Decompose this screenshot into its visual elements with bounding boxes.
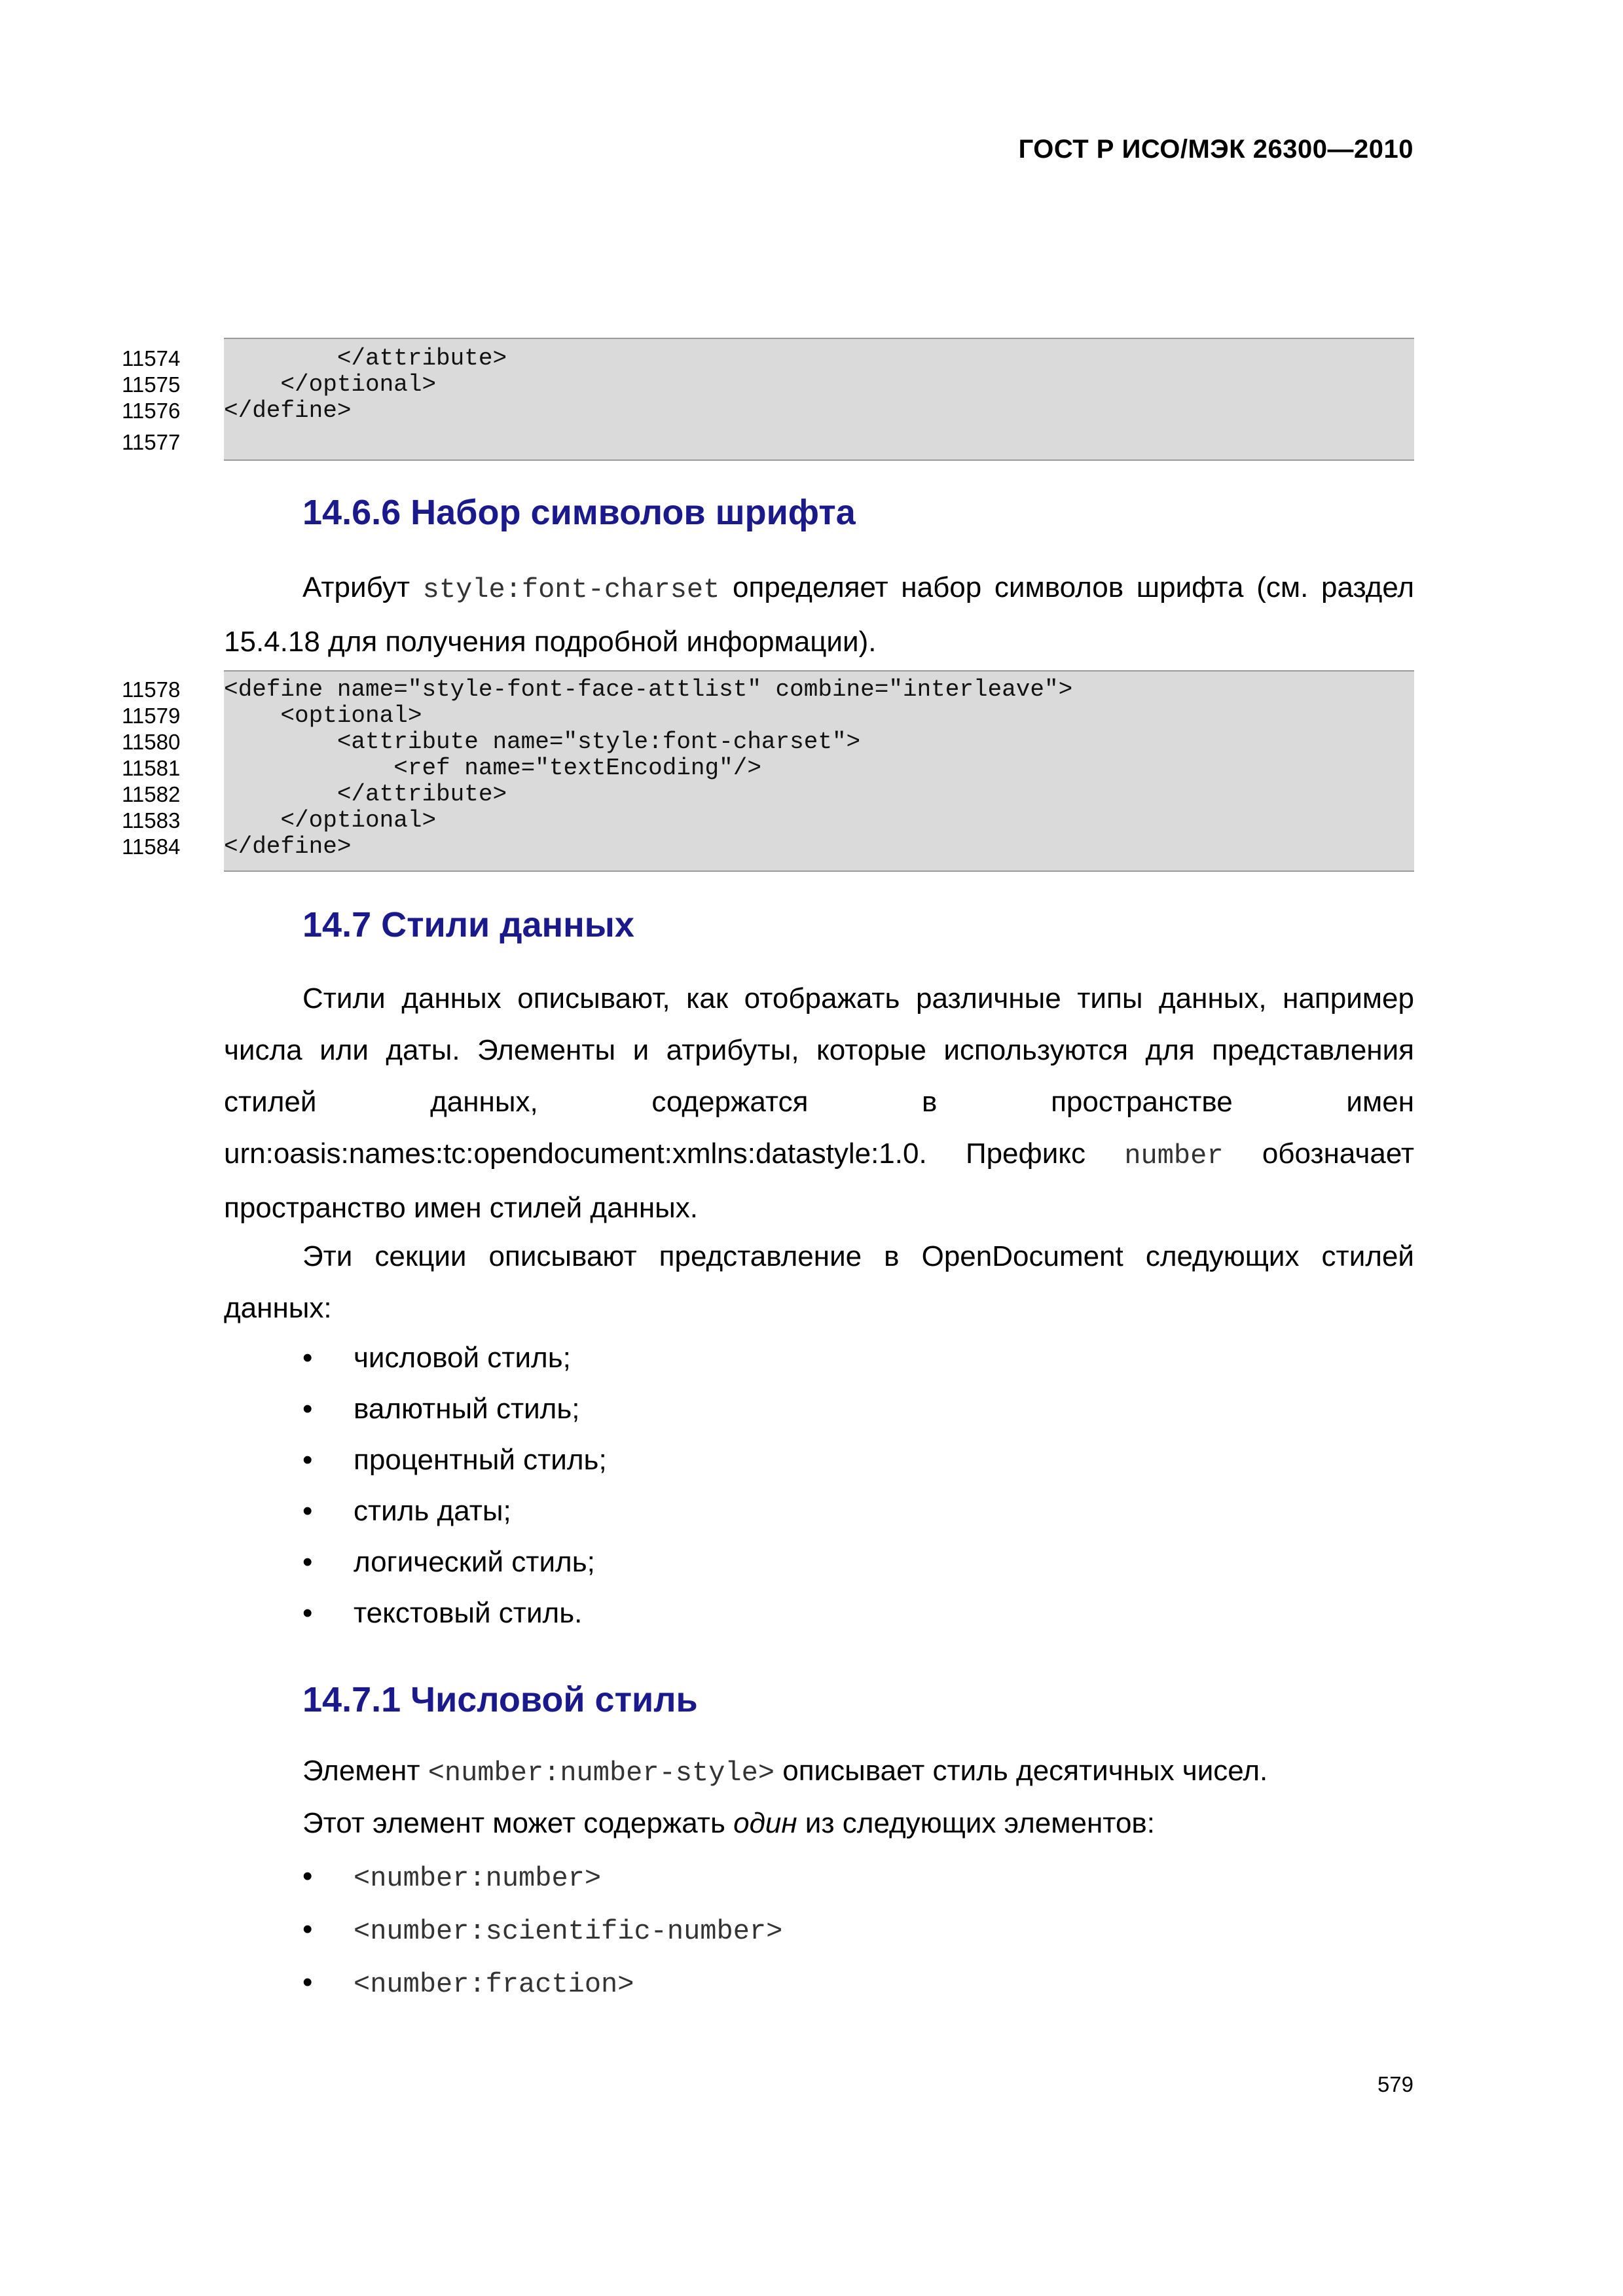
bullet-list bbox=[224, 1333, 1414, 1639]
paragraph: Атрибут style:font-charset определяет набор символов шрифта (см. раздел 15.4.18 для получения подробной информации). bbox=[224, 571, 1415, 658]
line-number: 11584 bbox=[122, 834, 181, 859]
line-number: 11581 bbox=[122, 756, 181, 780]
line-number: 11579 bbox=[122, 704, 181, 728]
code-line: <attribute name="style:font-charset"> bbox=[224, 728, 861, 755]
code-line: </optional> bbox=[224, 371, 437, 398]
list-item: • <number:scientific-number> bbox=[302, 1913, 783, 1947]
list-item: • валютный стиль; bbox=[302, 1393, 580, 1425]
list-item: • <number:fraction> bbox=[302, 1966, 634, 2000]
code-block-1 bbox=[224, 338, 1414, 461]
section-heading-14-7-1: 14.7.1 Числовой стиль bbox=[302, 1680, 698, 1719]
code-block-2 bbox=[224, 670, 1414, 872]
code-line: </define> bbox=[224, 397, 352, 424]
code-line: </define> bbox=[224, 833, 352, 860]
page-number: 579 bbox=[1377, 2072, 1413, 2096]
inline-code: <number:number-style> bbox=[428, 1757, 775, 1789]
line-number: 11582 bbox=[122, 782, 181, 806]
list-item: • текстовый стиль. bbox=[302, 1597, 583, 1629]
line-number: 11580 bbox=[122, 730, 181, 754]
list-item: • стиль даты; bbox=[302, 1495, 511, 1527]
code-line: </attribute> bbox=[224, 345, 507, 372]
line-number: 11576 bbox=[122, 399, 181, 423]
code-line: <ref name="textEncoding"/> bbox=[224, 755, 761, 781]
line-number: 11583 bbox=[122, 808, 181, 833]
list-item: • числовой стиль; bbox=[302, 1342, 571, 1374]
code-line: </attribute> bbox=[224, 781, 507, 808]
paragraph: Эти секции описывают представление в OpenDocument следующих стилей данных: bbox=[224, 1240, 1414, 1324]
paragraph: Стили данных описывают, как отображать различные типы данных, например числа или даты. Элементы и атрибуты, которые используются для представления стилей данных, содержатся в пространстве имен urn:oasis:names:tc:opendocument:xmlns:datastyle:1.0. Префикс number обозначает пространство имен стилей данных. bbox=[224, 982, 1414, 1224]
list-item: • логический стиль; bbox=[302, 1546, 595, 1578]
inline-code: number bbox=[1124, 1140, 1224, 1172]
paragraph: Этот элемент может содержать один из следующих элементов: bbox=[302, 1807, 1156, 1839]
section-heading-14-7: 14.7 Стили данных bbox=[302, 905, 634, 944]
code-line: <optional> bbox=[224, 702, 422, 729]
bullet-list bbox=[224, 1851, 1414, 2010]
code-line: </optional> bbox=[224, 807, 437, 834]
line-number: 11575 bbox=[122, 372, 181, 397]
paragraph: Элемент <number:number-style> описывает стиль десятичных чисел. bbox=[302, 1755, 1268, 1789]
line-number: 11578 bbox=[122, 677, 181, 702]
document-header: ГОСТ Р ИСО/МЭК 26300—2010 bbox=[1018, 135, 1413, 164]
code-line: <define name="style-font-face-attlist" combine="interleave"> bbox=[224, 676, 1073, 703]
section-heading-14-6-6: 14.6.6 Набор символов шрифта bbox=[302, 493, 856, 532]
list-item: • <number:number> bbox=[302, 1860, 602, 1894]
line-number: 11577 bbox=[122, 430, 181, 454]
inline-code: style:font-charset bbox=[422, 574, 720, 605]
list-item: • процентный стиль; bbox=[302, 1444, 607, 1476]
line-number: 11574 bbox=[122, 346, 181, 370]
